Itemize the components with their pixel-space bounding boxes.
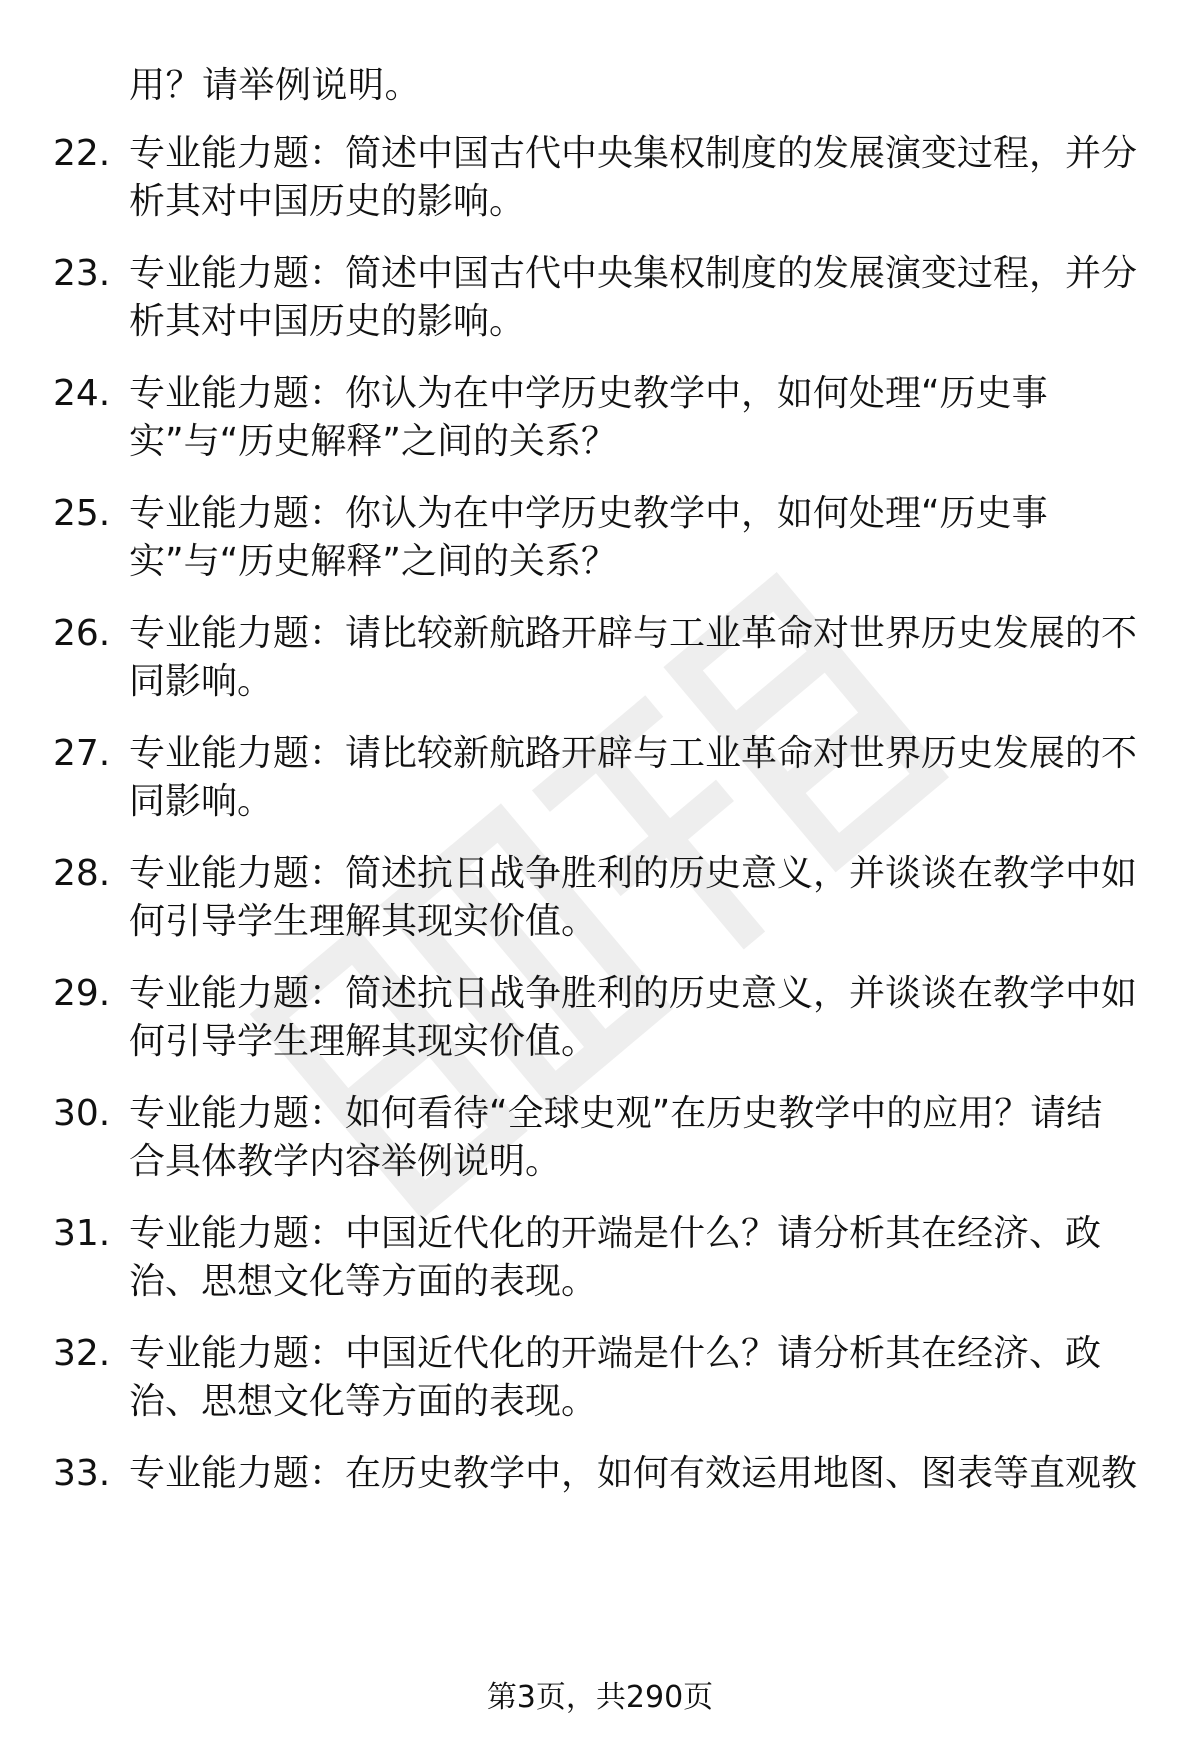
question-number: 30.	[53, 1093, 111, 1134]
question-number: 28.	[53, 853, 111, 894]
question-number: 31.	[53, 1213, 111, 1254]
question-number: 32.	[53, 1333, 111, 1374]
question-number: 26.	[53, 613, 111, 654]
question-text: 专业能力题：简述中国古代中央集权制度的发展演变过程，并分 析其对中国历史的影响。	[129, 133, 1138, 222]
question-number: 33.	[53, 1453, 111, 1494]
continued-question-text: 用？请举例说明。	[129, 65, 422, 106]
question-text: 专业能力题：在历史教学中，如何有效运用地图、图表等直观教	[129, 1453, 1138, 1494]
question-text: 专业能力题：你认为在中学历史教学中，如何处理“历史事 实”与“历史解释”之间的关系？	[129, 493, 1048, 582]
question-text: 专业能力题：请比较新航路开辟与工业革命对世界历史发展的不 同影响。	[129, 613, 1138, 702]
question-text: 专业能力题：请比较新航路开辟与工业革命对世界历史发展的不 同影响。	[129, 733, 1138, 822]
page-footer: 第3页，共290页	[486, 1680, 714, 1715]
question-text: 专业能力题：简述抗日战争胜利的历史意义，并谈谈在教学中如 何引导学生理解其现实价值。	[129, 853, 1138, 942]
question-number: 24.	[53, 373, 111, 414]
question-text: 专业能力题：中国近代化的开端是什么？请分析其在经济、政 治、思想文化等方面的表现。	[129, 1333, 1102, 1422]
question-text: 专业能力题：简述中国古代中央集权制度的发展演变过程，并分 析其对中国历史的影响。	[129, 253, 1138, 342]
question-text: 专业能力题：如何看待“全球史观”在历史教学中的应用？请结 合具体教学内容举例说明。	[129, 1093, 1103, 1182]
question-number: 22.	[53, 133, 111, 174]
question-number: 23.	[53, 253, 111, 294]
question-text: 专业能力题：简述抗日战争胜利的历史意义，并谈谈在教学中如 何引导学生理解其现实价值。	[129, 973, 1138, 1062]
question-number: 25.	[53, 493, 111, 534]
question-number: 27.	[53, 733, 111, 774]
question-text: 专业能力题：你认为在中学历史教学中，如何处理“历史事 实”与“历史解释”之间的关系？	[129, 373, 1048, 462]
question-number: 29.	[53, 973, 111, 1014]
question-text: 专业能力题：中国近代化的开端是什么？请分析其在经济、政 治、思想文化等方面的表现。	[129, 1213, 1102, 1302]
